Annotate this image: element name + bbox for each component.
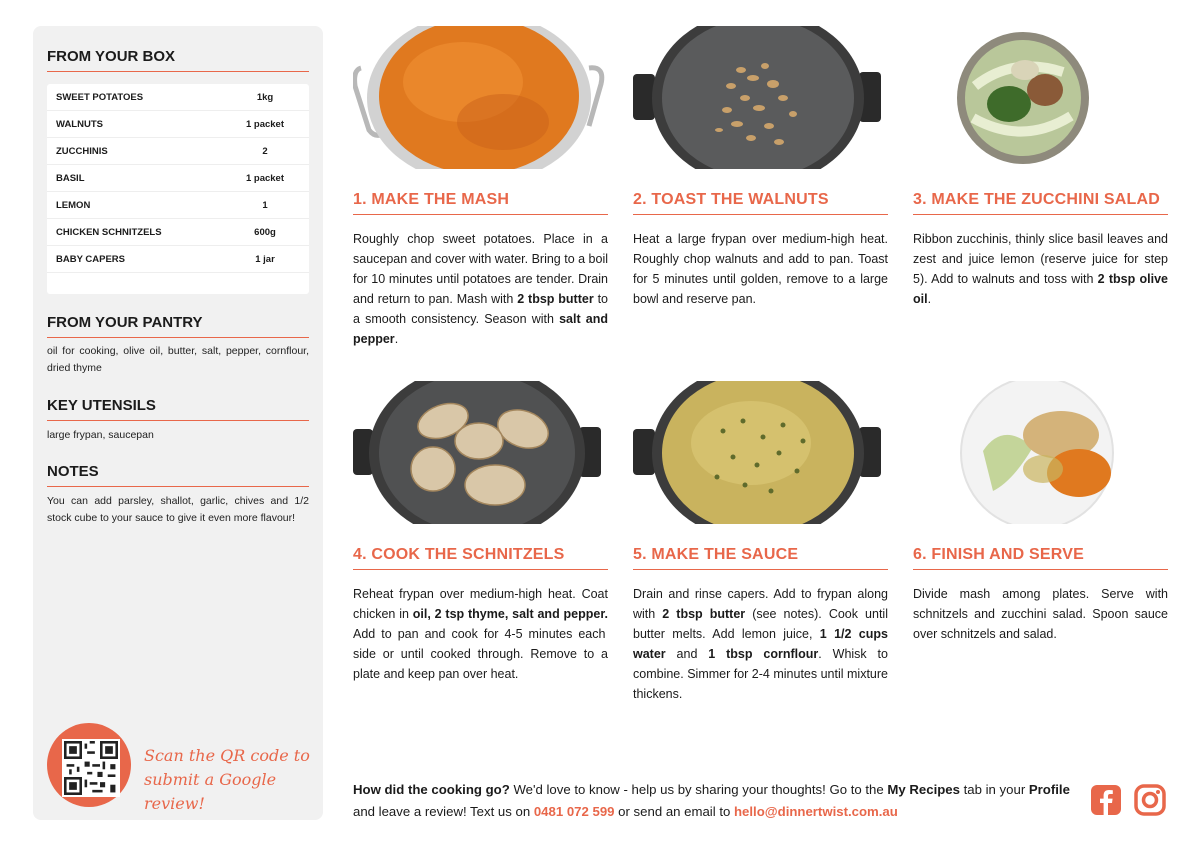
qr-badge — [47, 723, 131, 807]
box-ingredient-row — [47, 84, 309, 111]
instagram-icon[interactable] — [1134, 784, 1166, 816]
instruction-text: Add to pan and cook for 4-5 minutes each side or until cooked through. Remove to a plate and keep pan over heat. — [353, 627, 608, 681]
box-ingredient-row — [47, 219, 309, 246]
step-2-body — [633, 229, 888, 309]
instruction-text: and — [665, 647, 709, 661]
zucchini-salad-photo — [913, 26, 1168, 169]
step-1-title: 1. MAKE THE MASH — [353, 191, 608, 215]
ingredient-quantity: 1 packet — [245, 118, 285, 130]
ingredient-quantity: 1 packet — [245, 172, 285, 184]
instruction-text: Roughly chop sweet potatoes. Place in a saucepan and cover with water. Bring to a boil for 10 minutes until potatoes are tender. Drain and return to pan. Mash with — [353, 232, 609, 306]
instruction-text: . Whisk to combine. Simmer for 2-4 minutes until mixture thickens. — [633, 647, 888, 701]
review-footer — [353, 779, 1073, 823]
instruction-text: Drain and rinse capers. Add to frypan along with — [633, 587, 888, 621]
step-5-title: 5. MAKE THE SAUCE — [633, 546, 888, 570]
qr-caption-line-2: submit a Google review! — [144, 770, 277, 813]
my-recipes-link[interactable]: My Recipes — [887, 782, 960, 797]
bold-ingredient-text: 2 tbsp olive oil — [913, 272, 1168, 306]
instruction-text: Ribbon zucchinis, thinly slice basil leaves and zest and juice lemon (reserve juice for step 5). Add to walnuts and toss with — [913, 232, 1168, 286]
bold-ingredient-text: 2 tbsp butter — [517, 292, 594, 306]
ingredient-name: BABY CAPERS — [56, 253, 125, 265]
qr-caption-line-1: Scan the QR code to — [144, 746, 310, 765]
ingredients-sidebar — [33, 26, 323, 820]
footer-text-4: or send an email to — [614, 804, 734, 819]
qr-code[interactable] — [62, 739, 120, 797]
box-ingredient-row — [47, 192, 309, 219]
notes-heading: NOTES — [47, 463, 309, 487]
ingredient-quantity: 1 — [262, 199, 268, 211]
footer-text-3: and leave a review! Text us on — [353, 804, 534, 819]
ingredient-name: LEMON — [56, 199, 91, 211]
utensils-list: large frypan, saucepan — [47, 429, 154, 441]
instruction-text: Divide mash among plates. Serve with schnitzels and zucchini salad. Spoon sauce over schnitzels and salad. — [913, 587, 1168, 641]
footer-text-2: tab in your — [959, 782, 1029, 797]
box-ingredient-row — [47, 246, 309, 273]
bold-ingredient-text: 1 1/2 cups water — [633, 627, 888, 661]
ingredient-name: WALNUTS — [56, 118, 103, 130]
instruction-text: Heat a large frypan over medium-high heat. Roughly chop walnuts and add to pan. Toast for 5 minutes until golden, remove to a large bowl and reserve pan. — [633, 232, 888, 306]
instruction-text: . — [927, 292, 932, 306]
box-ingredient-row — [47, 138, 309, 165]
ingredient-quantity: 1 jar — [255, 253, 275, 265]
phone-number-link[interactable]: 0481 072 599 — [533, 804, 615, 819]
plated-dish-photo — [913, 381, 1168, 524]
mash-saucepan-photo — [353, 26, 608, 169]
toasted-walnuts-frypan-photo — [633, 26, 888, 169]
step-6-title: 6. FINISH AND SERVE — [913, 546, 1168, 570]
step-2-title: 2. TOAST THE WALNUTS — [633, 191, 888, 215]
instruction-text: (see notes). Cook until butter melts. Add lemon juice, — [633, 607, 888, 641]
notes-text: You can add parsley, shallot, garlic, chives and 1/2 stock cube to your sauce to give it even more flavour! — [47, 495, 309, 524]
from-your-box-heading: FROM YOUR BOX — [47, 48, 309, 72]
footer-question: How did the cooking go? — [353, 782, 510, 797]
schnitzels-frypan-photo — [353, 381, 608, 524]
profile-link[interactable]: Profile — [1028, 782, 1070, 797]
step-3-body — [913, 229, 1168, 309]
ingredient-quantity: 2 — [262, 145, 268, 157]
bold-ingredient-text: 2 tbsp butter — [662, 607, 746, 621]
facebook-icon[interactable] — [1090, 784, 1122, 816]
footer-text-1: We'd love to know - help us by sharing your thoughts! Go to the — [509, 782, 888, 797]
instruction-text: to a smooth consistency. Season with — [353, 292, 608, 326]
ingredient-name: SWEET POTATOES — [56, 91, 144, 103]
pantry-list: oil for cooking, olive oil, butter, salt, pepper, cornflour, dried thyme — [47, 345, 309, 374]
box-ingredient-row — [47, 165, 309, 192]
ingredient-name: CHICKEN SCHNITZELS — [56, 226, 162, 238]
instruction-text: . — [394, 332, 399, 346]
instruction-text: Reheat frypan over medium-high heat. Coat chicken in — [353, 587, 608, 621]
step-4-title: 4. COOK THE SCHNITZELS — [353, 546, 608, 570]
step-5-body — [633, 584, 888, 704]
step-6-body — [913, 584, 1168, 644]
ingredient-name: ZUCCHINIS — [56, 145, 108, 157]
from-your-pantry-heading: FROM YOUR PANTRY — [47, 314, 309, 338]
step-4-body — [353, 584, 608, 684]
step-1-body — [353, 229, 608, 349]
bold-ingredient-text: oil, 2 tsp thyme, salt and pepper. — [412, 607, 608, 621]
ingredient-quantity: 1kg — [256, 91, 274, 103]
bold-ingredient-text: 1 tbsp cornflour — [708, 647, 819, 661]
box-ingredient-row — [47, 111, 309, 138]
box-ingredients-table — [47, 84, 309, 294]
qr-caption — [144, 744, 314, 816]
ingredient-name: BASIL — [56, 172, 85, 184]
caper-sauce-frypan-photo — [633, 381, 888, 524]
key-utensils-heading: KEY UTENSILS — [47, 397, 309, 421]
step-3-title: 3. MAKE THE ZUCCHINI SALAD — [913, 191, 1168, 215]
bold-ingredient-text: salt and pepper — [353, 312, 608, 346]
email-link[interactable]: hello@dinnertwist.com.au — [734, 804, 898, 819]
ingredient-quantity: 600g — [254, 226, 276, 238]
